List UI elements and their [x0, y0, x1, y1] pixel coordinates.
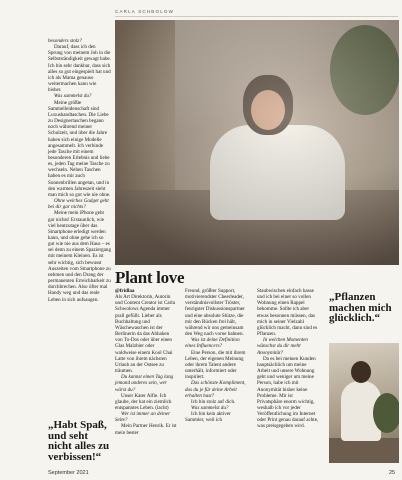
paragraph: Ich bin kein aktiver Sammler, weil ich [185, 411, 231, 424]
paragraph: Staubwischen einfach hasse und ich bei einer so vollen Wohnung einen Rappel bekomme. Sollte ich aber etwas besonnen müssen, das mich in seiner Vielzahl glücklich macht, dann sind es Pflanzen. [257, 288, 318, 338]
paragraph: Meine mein iPhone geht gar nichts! Erstaunlich, wie viel heutzutage über das Smartphone erledigt werden kann, und ohne gehe ich so gut wie nie aus dem Haus – es sei denn zu einem Spaziergang mit meinem Kleinen. Es ist sehr wichtig, sich bewusst Auszeiten vom Smartphone zu nehmen und den Drang der permanenten Erreichbarkeit zu durchbrechen. Also öfter mal Handy weg und das reale Leben in sich aufsaugen. [48, 210, 111, 303]
text-column-c [257, 288, 319, 430]
person-head-shape [351, 361, 371, 383]
paragraph: Freund, größter Support, motivierendster Cheerleader, verständnisvollster Tröster, feurigster Diskussionspartner und eine absolute Stütze, die mir den Rücken frei hält, während wir uns gemeinsam den Weg nach vorne bahnen. [185, 288, 245, 338]
interview-question: Was sammelst du? [54, 93, 92, 100]
text-column-a [115, 288, 177, 436]
photo-lighting [115, 20, 399, 265]
paragraph: Ich bin stolz auf dich. [191, 398, 236, 405]
paragraph: Meine größte Sammelleidenschaft sind Luxushandtaschen. Die Liebe zu Designertaschen begann noch während meiner Schulzeit, und über die Jahre haben sich einige Modelle angesammelt. Ich verbinde jede Tasche mit einem besonderen Erlebnis und liebe es, jeden Tag meine Tasche zu wechseln. Neben Taschen haben es mir auch Sonnenbrillen angetan, und in den warmen Jahreszeit sieht man mich so gut wie nie ohne. [48, 99, 111, 198]
issue-date: September 2021 [48, 470, 89, 476]
author-header: CARLA SCHBOLOW [115, 9, 175, 14]
page-number: 25 [389, 470, 396, 476]
paragraph: Darauf, dass ich den Sprung von meinem Job in die Selbstständigkeit gewagt habe. Ich bin sehr dankbar, dass sich alles so gut eingespielt hat und ich als Mama genauso weitermachen kann wie bisher. [48, 44, 111, 94]
pull-quote-left: „Habt Spaß, und seht nicht alles zu verbissen!“ [48, 419, 110, 463]
left-text-column [48, 38, 111, 303]
interview-question: Wer ist immer an deiner Seite? [115, 411, 171, 424]
paragraph: Da es bei meinen Kunden hauptsächlich um meine Arbeit und unsere Wohnung geht und weniger um meine Person, habe ich mit Anonymität bisher keine Probleme. Mir ist Privatsphäre enorm wichtig, weshalb ich vor jeder Veröffentlichung im Internet oder Print genau darauf achte, was preisgegeben wird. [257, 355, 319, 430]
interview-question: Was sammelst du? [191, 404, 229, 411]
interview-question: Du kannst einen Tag lang jemand anderes sein, wer wärst du? [115, 374, 174, 393]
interview-question: In welchen Momenten wünschst du dir mehr Anonymität? [257, 337, 308, 356]
paragraph: Mein Partner Henrik. Er ist mein bester [115, 423, 177, 436]
interview-question: Das schönste Kompliment, das du je für deine Arbeit erhalten hast? [185, 380, 246, 399]
interview-question: Was ist deine Definition eines Influencers? [185, 337, 240, 350]
paragraph: Als Art Direktorin, Autorin und Content Creator ist Carla Schwolows Agenda immer prall gefüllt. Lieber als Buchhaltung und Wäschewaschen ist der Berlinerin da das Abhaken von To-Dos oder über einen Glas Malzbier oder waldweise einem Kool Chai Latte von ihrem nächsten Urlaub an der Ostsee zu träumen. [115, 294, 175, 375]
text-column-b [185, 288, 247, 423]
header-rule [115, 16, 398, 17]
article-title: Plant love [115, 268, 185, 287]
paragraph: Eine Person, die mit ihrem Leben, der eigenen Meinung oder ihrem Talent andere unterhält, informiert oder inspiriert. [185, 349, 246, 381]
paragraph: Unser Kater Alfie. Ich glaube, der hat ein ziemlich entspanntes Leben. (lacht) [115, 392, 172, 411]
interview-question: besonders stolz? [48, 38, 82, 44]
desk-shape [329, 438, 399, 463]
interview-question: Ohne welches Gadget geht bei dir gar nichts? [48, 198, 109, 211]
main-photo [115, 20, 399, 265]
pull-quote-right: „Pflanzen machen mich glücklich.“ [329, 291, 392, 324]
secondary-photo [329, 343, 399, 463]
paragraph: @fridlaa [115, 288, 135, 294]
plant-shape [373, 393, 399, 433]
